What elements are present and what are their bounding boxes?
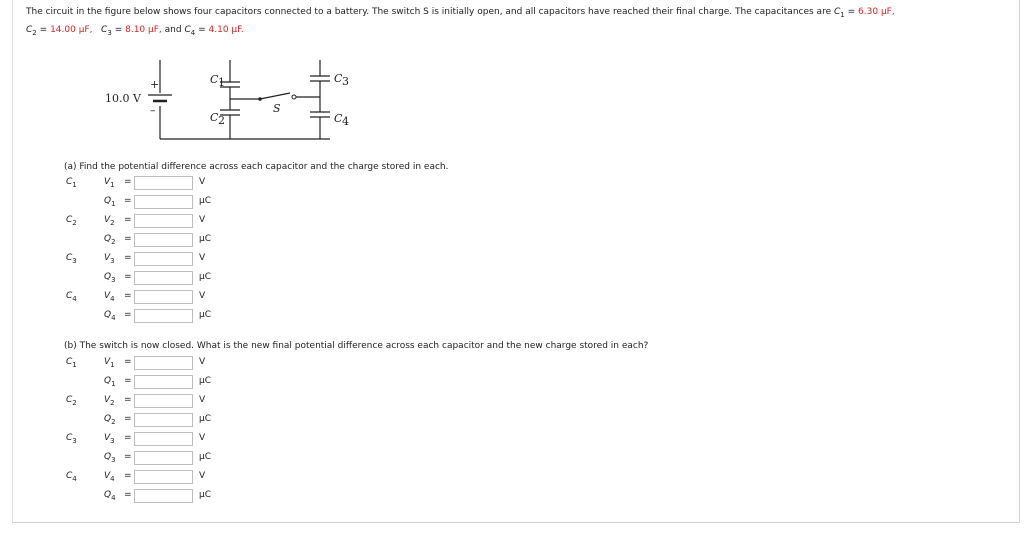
charge-label: $Q_4$ [104, 310, 116, 322]
voltage-input[interactable] [134, 176, 193, 190]
voltage-input[interactable] [134, 470, 193, 484]
c2-subscript: 2 [32, 28, 37, 37]
equals-sign: = [124, 395, 132, 405]
capacitor-label: $C_2$ [66, 215, 77, 227]
c1-label-sub: 1 [218, 76, 225, 89]
c1-value: 6.30 μF, [858, 7, 895, 17]
voltage-label: $V_3$ [104, 433, 115, 445]
equals-sign: = [124, 177, 132, 187]
switch-contact [292, 95, 296, 99]
voltage-label: $V_3$ [104, 253, 115, 265]
charge-input[interactable] [134, 451, 193, 465]
c1-label: C [210, 73, 219, 86]
charge-unit: μC [199, 376, 212, 386]
c2-label-sub: 2 [218, 114, 225, 127]
charge-input[interactable] [134, 309, 193, 323]
charge-label: $Q_3$ [104, 452, 116, 464]
and-word: and [164, 24, 182, 35]
c1-symbol: C [833, 7, 841, 17]
voltage-input[interactable] [134, 432, 193, 446]
c4-subscript: 4 [190, 28, 196, 37]
c3-label-sub: 3 [342, 75, 349, 88]
equals-sign: = [124, 215, 132, 225]
equals-sign: = [124, 490, 132, 500]
voltage-label: $V_4$ [104, 291, 115, 303]
charge-label: $Q_4$ [104, 490, 116, 502]
equals-sign: = [124, 291, 132, 301]
voltage-input[interactable] [134, 290, 193, 304]
c3-label: C [334, 72, 343, 85]
charge-label: $Q_1$ [104, 196, 116, 208]
part-b-title: (b) The switch is now closed. What is the new final potential difference across each capacitor and the new charge stored in each? [64, 341, 649, 351]
charge-input[interactable] [134, 195, 193, 209]
eq-sign: = [114, 24, 123, 35]
c3-symbol: C [101, 24, 108, 35]
voltage-label: $V_1$ [104, 177, 115, 189]
c2-value: 14.00 μF, [50, 24, 93, 35]
charge-input[interactable] [134, 233, 193, 247]
c4-label-sub: 4 [342, 115, 349, 128]
charge-label: $Q_2$ [104, 414, 116, 426]
equals-sign: = [124, 433, 132, 443]
part-a-title: (a) Find the potential difference across each capacitor and the charge stored in each. [64, 162, 449, 172]
c4-value: 4.10 μF. [208, 24, 244, 35]
charge-label: $Q_1$ [104, 376, 116, 388]
switch-blade [260, 93, 290, 99]
voltage-input[interactable] [134, 356, 193, 370]
equals-sign: = [124, 471, 132, 481]
capacitor-label: $C_4$ [66, 291, 77, 303]
charge-unit: μC [199, 452, 212, 462]
c2-symbol: C [26, 24, 33, 35]
voltage-unit: V [199, 395, 206, 405]
problem-statement [26, 5, 1011, 41]
voltage-unit: V [199, 357, 206, 367]
battery-plus: + [150, 78, 160, 91]
battery-label: 10.0 V [105, 92, 141, 105]
charge-unit: μC [199, 414, 212, 424]
voltage-label: $V_4$ [104, 471, 115, 483]
eq-sign: = [39, 24, 48, 35]
voltage-unit: V [199, 291, 206, 301]
charge-unit: μC [199, 234, 212, 244]
capacitor-label: $C_3$ [66, 253, 77, 265]
voltage-input[interactable] [134, 214, 193, 228]
capacitor-label: $C_1$ [66, 177, 77, 189]
charge-label: $Q_3$ [104, 272, 116, 284]
equals-sign: = [124, 234, 132, 244]
circuit-diagram [100, 60, 360, 160]
switch-pivot [258, 97, 262, 101]
voltage-label: $V_2$ [104, 395, 115, 407]
equals-sign: = [124, 310, 132, 320]
c3-subscript: 3 [107, 28, 112, 37]
charge-input[interactable] [134, 489, 193, 503]
charge-input[interactable] [134, 413, 193, 427]
voltage-label: $V_2$ [104, 215, 115, 227]
capacitor-label: $C_3$ [66, 433, 77, 445]
voltage-unit: V [199, 471, 206, 481]
c4-symbol: C [184, 24, 191, 35]
charge-label: $Q_2$ [104, 234, 116, 246]
voltage-unit: V [199, 177, 206, 187]
c4-label: C [334, 112, 343, 125]
equals-sign: = [124, 272, 132, 282]
equals-sign: = [124, 196, 132, 206]
eq-sign: = [847, 7, 856, 17]
voltage-unit: V [199, 433, 206, 443]
equals-sign: = [124, 452, 132, 462]
charge-unit: μC [199, 310, 212, 320]
switch-label: S [273, 102, 281, 115]
charge-unit: μC [199, 490, 212, 500]
charge-unit: μC [199, 196, 212, 206]
voltage-label: $V_1$ [104, 357, 115, 369]
equals-sign: = [124, 253, 132, 263]
voltage-input[interactable] [134, 394, 193, 408]
charge-input[interactable] [134, 271, 193, 285]
c2-label: C [210, 111, 219, 124]
eq-sign: = [198, 24, 206, 35]
charge-input[interactable] [134, 375, 193, 389]
voltage-input[interactable] [134, 252, 193, 266]
equals-sign: = [124, 357, 132, 367]
equals-sign: = [124, 376, 132, 386]
voltage-unit: V [199, 215, 206, 225]
c1-subscript: 1 [840, 10, 845, 19]
c3-value: 8.10 μF, [125, 24, 162, 35]
intro-text: The circuit in the figure below shows four capacitors connected to a battery. The switch S is initially open, and all capacitors have reached their final charge. The capacitances are [26, 7, 832, 17]
capacitor-label: $C_1$ [66, 357, 77, 369]
capacitor-label: $C_2$ [66, 395, 77, 407]
equals-sign: = [124, 414, 132, 424]
capacitor-label: $C_4$ [66, 471, 77, 483]
voltage-unit: V [199, 253, 206, 263]
battery-minus: – [150, 104, 156, 117]
charge-unit: μC [199, 272, 212, 282]
